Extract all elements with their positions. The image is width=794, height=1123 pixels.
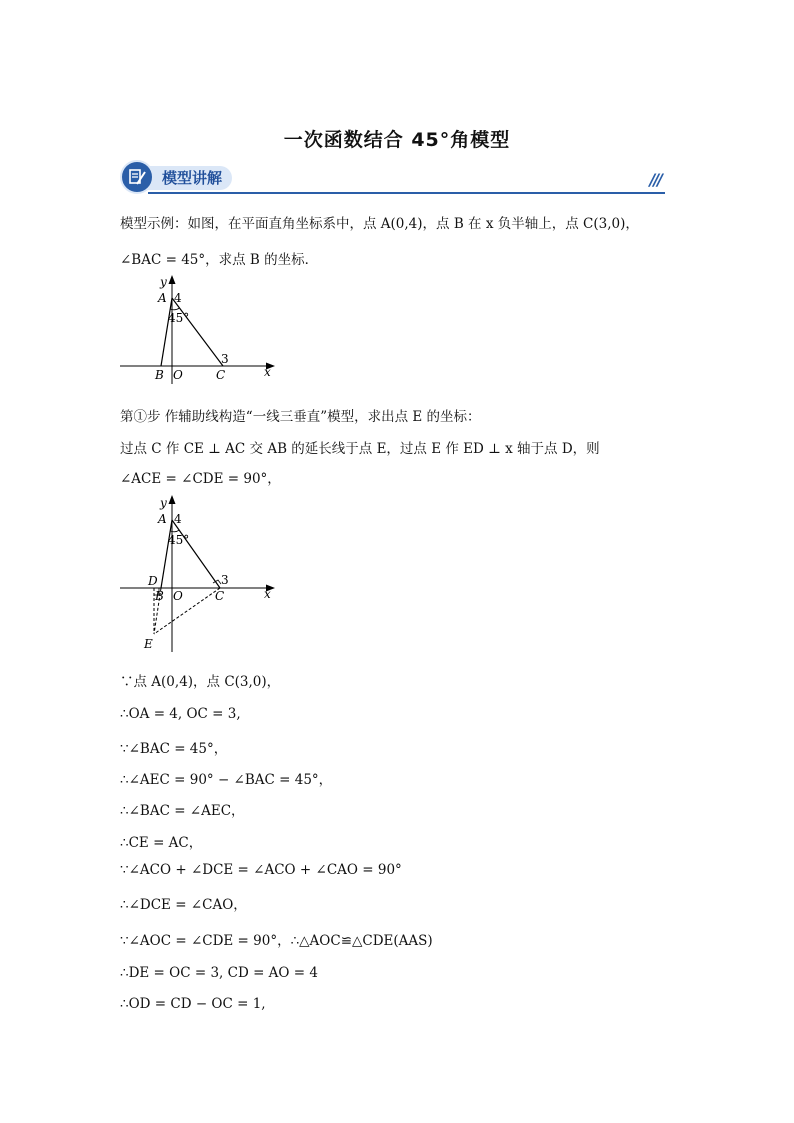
fig2-label-y: y	[160, 496, 167, 510]
step1-line-3: ∠ACE = ∠CDE = 90°，	[120, 471, 281, 487]
fig2-label-e: E	[144, 637, 153, 651]
fig1-label-x: x	[264, 365, 271, 379]
fig2-label-d: D	[148, 574, 158, 588]
intro-line-2: ∠BAC = 45°，求点 B 的坐标．	[120, 252, 319, 268]
step1-line-1: 第①步 作辅助线构造“一线三垂直”模型，求出点 E 的坐标：	[120, 409, 481, 425]
fig1-label-y: y	[160, 275, 167, 289]
section-label: 模型讲解	[134, 166, 232, 190]
fig2-label-b: B	[155, 589, 164, 603]
pencil-icon	[120, 160, 154, 194]
fig2-label-c: C	[215, 589, 225, 603]
fig2-label-x: x	[264, 587, 271, 601]
proof-line-3: ∵∠BAC = 45°，	[120, 741, 228, 757]
fig2-label-a: A	[158, 512, 167, 526]
section-header	[120, 160, 665, 196]
fig1-label-3: 3	[221, 352, 229, 366]
proof-line-2: ∴OA = 4, OC = 3,	[120, 706, 241, 722]
fig1-label-c: C	[216, 368, 226, 382]
proof-line-10: ∴DE = OC = 3, CD = AO = 4	[120, 965, 318, 981]
proof-line-8: ∴∠DCE = ∠CAO，	[120, 897, 247, 913]
proof-line-4: ∴∠AEC = 90° − ∠BAC = 45°，	[120, 772, 333, 788]
proof-line-9: ∵∠AOC = ∠CDE = 90°，∴△AOC≌△CDE(AAS)	[120, 933, 433, 949]
fig2-label-4: 4	[174, 512, 182, 526]
fig1-label-b: B	[155, 368, 164, 382]
proof-line-1: ∵点 A(0,4)，点 C(3,0)，	[120, 674, 281, 690]
fig1-label-o: O	[173, 368, 183, 382]
figure-1-diagram	[115, 272, 280, 387]
intro-line-1: 模型示例：如图，在平面直角坐标系中，点 A(0,4)，点 B 在 x 负半轴上，点 C(3,0)，	[120, 216, 639, 232]
proof-line-7: ∵∠ACO + ∠DCE = ∠ACO + ∠CAO = 90°	[120, 862, 402, 878]
decorative-slashes: ///	[649, 170, 661, 189]
section-underline	[148, 192, 665, 194]
document-title: 一次函数结合 45°角模型	[283, 129, 511, 151]
fig2-label-3: 3	[221, 573, 229, 587]
proof-line-5: ∴∠BAC = ∠AEC，	[120, 803, 245, 819]
fig1-label-angle: 45°	[168, 311, 190, 325]
fig2-label-o: O	[173, 589, 183, 603]
fig2-label-angle: 45°	[168, 533, 190, 547]
step1-line-2: 过点 C 作 CE ⊥ AC 交 AB 的延长线于点 E，过点 E 作 ED ⊥ x 轴于点 D，则	[120, 441, 600, 457]
fig1-label-a: A	[158, 291, 167, 305]
fig1-label-4: 4	[174, 291, 182, 305]
proof-line-11: ∴OD = CD − OC = 1,	[120, 996, 266, 1012]
proof-line-6: ∴CE = AC，	[120, 835, 203, 851]
figure-2-diagram	[115, 492, 280, 654]
